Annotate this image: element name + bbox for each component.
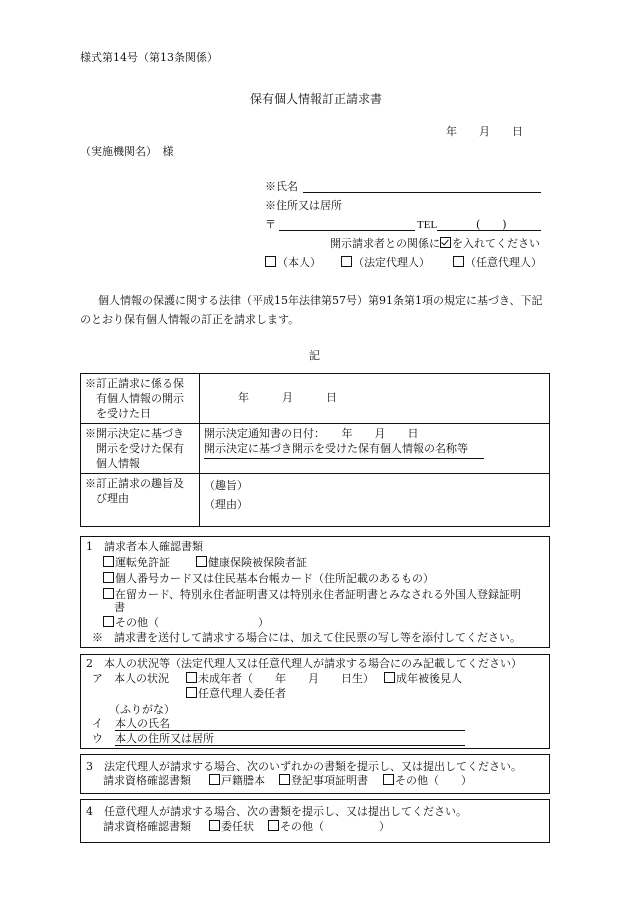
tel-paren: ( ) bbox=[476, 218, 507, 231]
form-number: 様式第14号（第13条関係） bbox=[80, 51, 218, 64]
section-4-heading: 4 任意代理人が請求する場合、次の書類を提示し、又は提出してください。 bbox=[86, 805, 467, 818]
disclosed-info-field[interactable]: 開示決定通知書の日付： 年 月 日 開示決定に基づき開示を受けた保有個人情報の名称等 bbox=[200, 424, 550, 474]
reason-label: ※訂正請求の趣旨及 び理由 bbox=[81, 474, 200, 527]
date-line[interactable]: 年 月 日 bbox=[446, 125, 523, 138]
id-residence-card-cont: 書 bbox=[114, 601, 125, 614]
doc-registry-certificate[interactable]: 登記事項証明書 bbox=[279, 774, 368, 788]
disclosed-info-label: ※開示決定に基づき 開示を受けた保有 個人情報 bbox=[81, 424, 200, 474]
name-field[interactable] bbox=[303, 192, 541, 193]
relation-legal-agent[interactable]: （法定代理人） bbox=[341, 256, 430, 270]
relation-prefix: 開示請求者との関係に bbox=[330, 237, 440, 250]
address-field[interactable] bbox=[279, 230, 415, 231]
doc-family-register[interactable]: 戸籍謄本 bbox=[209, 774, 265, 788]
status-adult-ward[interactable]: 成年被後見人 bbox=[384, 672, 462, 686]
postal-mark: 〒 bbox=[265, 218, 276, 231]
ki-heading: 記 bbox=[309, 349, 320, 362]
principal-address-mark: ウ bbox=[92, 732, 103, 745]
id-my-number-card[interactable]: 個人番号カード又は住民基本台帳カード（住所記載のあるもの） bbox=[103, 572, 434, 586]
info-name-line[interactable] bbox=[204, 456, 484, 459]
addressee: （実施機関名） 様 bbox=[80, 145, 174, 158]
section-1-note: ※ 請求書を送付して請求する場合には、加えて住民票の写し等を添付してください。 bbox=[92, 631, 521, 644]
id-other[interactable]: その他（ ） bbox=[103, 616, 269, 630]
principal-name-label: 本人の氏名 bbox=[115, 717, 170, 730]
relation-voluntary-agent[interactable]: （任意代理人） bbox=[453, 256, 542, 270]
reason-field[interactable]: （趣旨） （理由） bbox=[200, 474, 550, 527]
doc-other-legal[interactable]: その他（ ） bbox=[383, 774, 472, 788]
section-4-docs-label: 請求資格確認書類 bbox=[103, 820, 191, 833]
section-3-docs-label: 請求資格確認書類 bbox=[103, 774, 191, 787]
id-drivers-license[interactable]: 運転免許証 bbox=[103, 556, 170, 570]
principal-name-field[interactable] bbox=[115, 730, 465, 731]
principal-address-field[interactable] bbox=[115, 745, 465, 746]
check-sample-icon bbox=[440, 237, 451, 248]
status-minor[interactable]: 未成年者（ 年 月 日生） bbox=[186, 672, 374, 686]
statement-line-1: 個人情報の保護に関する法律（平成15年法律第57号）第91条第1項の規定に基づき、下記 bbox=[98, 294, 543, 307]
principal-name-mark: イ bbox=[92, 717, 103, 730]
id-health-insurance[interactable]: 健康保険被保険者証 bbox=[196, 556, 307, 570]
request-table bbox=[80, 373, 550, 527]
statement-line-2: のとおり保有個人情報の訂正を請求します。 bbox=[80, 313, 300, 326]
name-label: ※氏名 bbox=[265, 180, 298, 193]
section-2-heading: 2 本人の状況等（法定代理人又は任意代理人が請求する場合にのみ記載してください） bbox=[86, 657, 522, 670]
checkbox-icon[interactable] bbox=[453, 256, 464, 267]
id-residence-card[interactable]: 在留カード、特別永住者証明書又は特別永住者証明書とみなされる外国人登録証明 bbox=[103, 588, 521, 602]
disclosed-date-label: ※訂正請求に係る保 有個人情報の開示 を受けた日 bbox=[81, 374, 200, 424]
status-delegator[interactable]: 任意代理人委任者 bbox=[186, 687, 286, 701]
principal-status-label: ア 本人の状況 bbox=[92, 672, 169, 685]
tel-label: TEL bbox=[417, 219, 438, 231]
principal-address-label: 本人の住所又は居所 bbox=[115, 732, 214, 745]
address-label: ※住所又は居所 bbox=[265, 199, 342, 212]
section-1-heading: 1 請求者本人確認書類 bbox=[86, 540, 203, 553]
disclosed-date-field[interactable]: 年 月 日 bbox=[200, 374, 550, 424]
doc-power-of-attorney[interactable]: 委任状 bbox=[209, 820, 254, 834]
relation-instruction bbox=[330, 237, 540, 251]
relation-self[interactable]: （本人） bbox=[265, 256, 321, 270]
relation-suffix: を入れてください bbox=[452, 237, 540, 250]
furigana-label: （ふりがな） bbox=[109, 703, 175, 716]
checkbox-icon[interactable] bbox=[265, 256, 276, 267]
section-3-heading: 3 法定代理人が請求する場合、次のいずれかの書類を提示し、又は提出してください。 bbox=[86, 760, 522, 773]
page-title: 保有個人情報訂正請求書 bbox=[250, 92, 383, 106]
checkbox-icon[interactable] bbox=[341, 256, 352, 267]
doc-other-voluntary[interactable]: その他（ ） bbox=[268, 820, 390, 834]
